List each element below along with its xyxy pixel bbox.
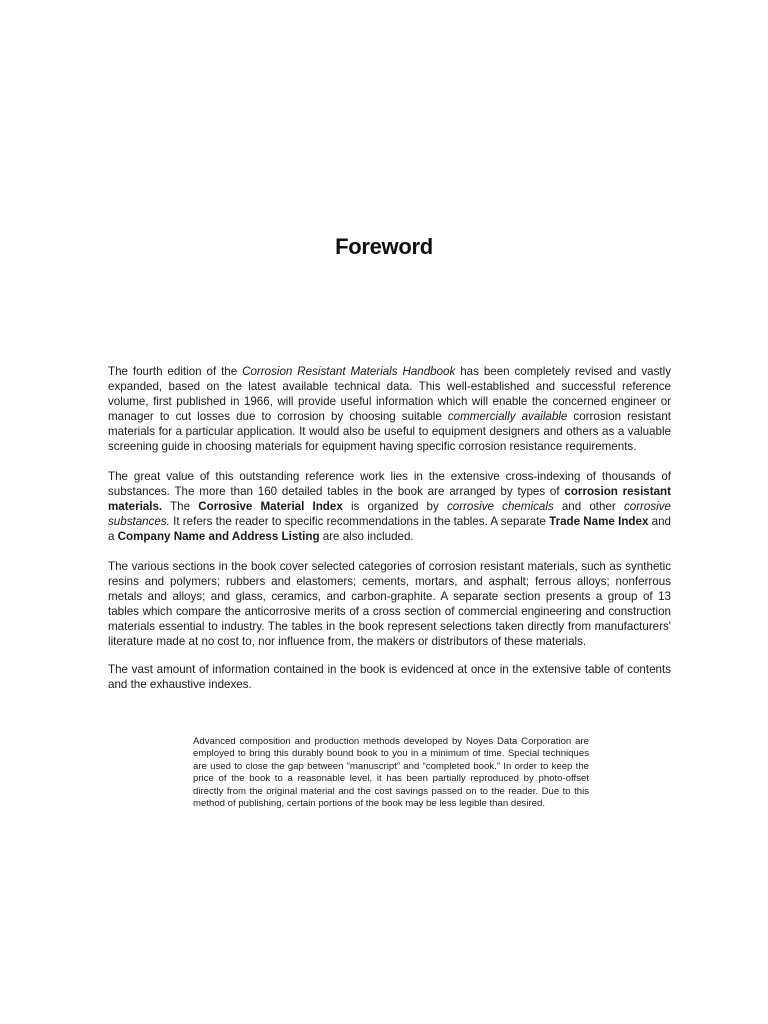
paragraph-contents: The vast amount of information contained in the book is evidenced at once in the extensive table of contents and the exhaustive indexes.: [108, 663, 671, 691]
bold-text: Company Name and Address Listing: [117, 530, 320, 543]
emphasis-text: corrosive chemicals: [446, 500, 554, 513]
text-run: and a: [108, 515, 671, 543]
foreword-body: [108, 364, 671, 707]
page-title: Foreword: [335, 234, 433, 259]
paragraph-sections: The various sections in the book cover selected categories of corrosion resistant materials, such as synthetic resins and polymers; rubbers and elastomers; cements, mortars, and asphalt; ferrous alloys; nonferrous metals and alloys; and glass, ceramics, and carbon-graphite. A separate section presents a group of 13 tables which compare the anticorrosive merits of a cross section of commercial engineering and construction materials essential to industry. The tables in the book represent selections taken directly from manufacturers' literature made at no cost to, nor influence from, the makers or distributors of these materials.: [108, 560, 671, 648]
book-title-emphasis: Corrosion Resistant Materials Handbook: [242, 365, 456, 378]
text-run: and other: [553, 500, 624, 513]
text-run: is organized by: [342, 500, 447, 513]
bold-text: Trade Name Index: [549, 515, 649, 528]
emphasis-text: commercially available: [447, 410, 568, 423]
text-run: are also included.: [319, 530, 414, 543]
paragraph-intro: [108, 364, 671, 454]
bold-text: Corrosive Material Index: [198, 500, 343, 513]
publisher-note-text: Advanced composition and production methods developed by Noyes Data Corporation are employed to bring this durably bound book to you in a minimum of time. Special techniques are used to close the gap between “manuscript” and “completed book.” In order to keep the price of the book to a reasonable level, it has been partially reproduced by photo-offset directly from the original material and the cost savings passed on to the reader. Due to this method of publishing, certain portions of the book may be less legible than desired.: [193, 736, 589, 810]
publisher-note: [193, 736, 589, 810]
paragraph-indexing: [108, 469, 671, 544]
bold-text: corrosion resistant materials.: [108, 485, 671, 513]
text-run: The: [162, 500, 199, 513]
text-run: It refers the reader to specific recommendations in the tables. A separate: [169, 515, 550, 528]
text-run: corrosion resistant materials for a particular application. It would also be useful to equipment designers and others as a valuable screening guide in choosing materials for equipment having specific corrosion resistance requirements.: [108, 410, 671, 453]
emphasis-text: corrosive substances.: [108, 500, 671, 528]
text-run: The great value of this outstanding reference work lies in the extensive cross-indexing of thousands of substances. The more than 160 detailed tables in the book are arranged by types of: [108, 470, 671, 498]
text-run: has been completely revised and vastly expanded, based on the latest available technical data. This well-established and successful reference volume, first published in 1966, will provide useful information which will enable the concerned engineer or manager to cut losses due to corrosion by choosing suitable: [108, 365, 671, 423]
text-run: The fourth edition of the: [108, 365, 243, 378]
